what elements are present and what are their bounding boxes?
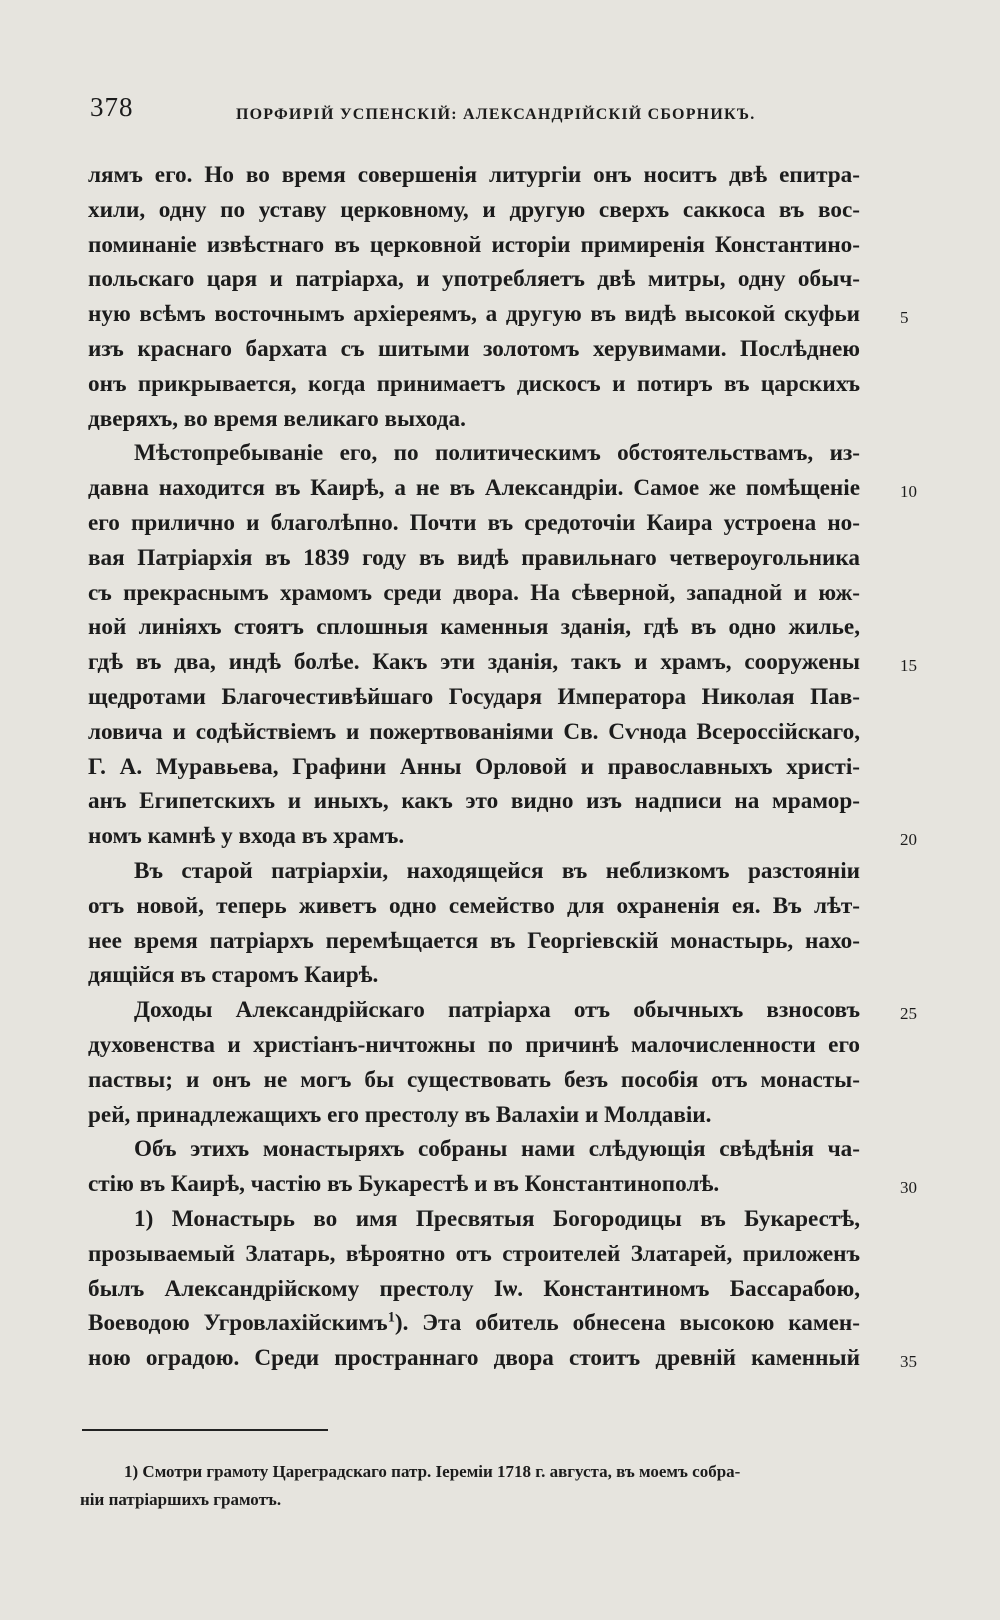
text-line (88, 506, 888, 541)
line-text: лямъ его. Но во время совершенія литургіи онъ носитъ двѣ епитра- (88, 162, 860, 188)
line-text: онъ прикрывается, когда принимаетъ дискосъ и потиръ въ царскихъ (88, 370, 860, 397)
text-line (88, 541, 888, 576)
page-number: 378 (90, 92, 134, 122)
line-text: нее время патріархъ перемѣщается въ Георгіевскій монастырь, нахо- (88, 927, 860, 954)
text-line (88, 1063, 888, 1098)
line-text: былъ Александрійскому престолу Іѡ. Константиномъ Бассарабою, (88, 1275, 860, 1302)
text-line (88, 1237, 888, 1272)
text-line (88, 715, 888, 750)
line-text: духовенства и христіанъ-ничтожны по причинѣ малочисленности его (88, 1031, 860, 1058)
line-text: польскаго царя и патріарха, и употребляетъ двѣ митры, одну обыч- (88, 266, 860, 293)
body-text (88, 158, 917, 1376)
line-text: поминаніе извѣстнаго въ церковной исторіи примиренія Константино- (88, 231, 860, 258)
text-line (88, 924, 888, 959)
line-text: изъ краснаго бархата съ шитыми золотомъ херувимами. Послѣднею (88, 335, 860, 362)
line-text: анъ Египетскихъ и иныхъ, какъ это видно изъ надписи на мрамор- (88, 788, 860, 815)
line-number: 10 (900, 482, 917, 502)
line-text: прозываемый Златарь, вѣроятно отъ строителей Златарей, приложенъ (88, 1240, 860, 1267)
text-line (88, 436, 888, 471)
line-number: 35 (900, 1352, 917, 1372)
text-line (88, 1306, 888, 1341)
text-line (88, 1341, 917, 1376)
line-text: гдѣ въ два, индѣ болѣе. Какъ эти зданія, такъ и храмъ, сооружены (88, 649, 860, 676)
line-text: дящійся въ старомъ Каирѣ. (88, 962, 379, 989)
line-text: Доходы Александрійскаго патріарха отъ обычныхъ взносовъ (134, 997, 860, 1024)
line-text: Мѣстопребываніе его, по политическимъ обстоятельствамъ, из- (134, 440, 860, 467)
line-number: 20 (900, 830, 917, 850)
line-text: рей, принадлежащихъ его престолу въ Валахіи и Молдавіи. (88, 1101, 712, 1128)
text-line (88, 819, 917, 854)
line-number: 15 (900, 656, 917, 676)
line-text: хили, одну по уставу церковному, и другую сверхъ саккоса въ вос- (88, 196, 860, 223)
line-text: 1) Монастырь во имя Пресвятыя Богородицы въ Букарестѣ, (134, 1205, 860, 1232)
line-text: его прилично и благолѣпно. Почти въ средоточіи Каира устроена но- (88, 509, 860, 536)
running-head: ПОРФИРІЙ УСПЕНСКІЙ: АЛЕКСАНДРІЙСКІЙ СБОРНИКЪ. (236, 106, 756, 123)
text-line (88, 367, 888, 402)
line-text: Объ этихъ монастыряхъ собраны нами слѣдующія свѣдѣнія ча- (134, 1136, 860, 1163)
line-text: ловича и содѣйствіемъ и пожертвованіями Св. Сѵнода Всероссійскаго, (88, 718, 860, 745)
text-line (88, 471, 917, 506)
line-number: 25 (900, 1004, 917, 1024)
line-text: отъ новой, теперь живетъ одно семейство для охраненія ея. Въ лѣт- (88, 892, 860, 919)
line-text: паствы; и онъ не могъ бы существовать безъ пособія отъ монасты- (88, 1066, 860, 1093)
text-line (88, 576, 888, 611)
line-text: щедротами Благочестивѣйшаго Государя Императора Николая Пав- (88, 683, 860, 710)
line-number: 5 (900, 308, 909, 328)
text-line (88, 1167, 917, 1202)
text-line (88, 680, 888, 715)
text-line (88, 610, 888, 645)
text-line (88, 297, 909, 332)
text-line (88, 1132, 888, 1167)
line-text-continued: ). Эта обитель обнесена высокою камен- (394, 1310, 860, 1337)
footnote-divider (82, 1429, 328, 1431)
text-line (88, 784, 888, 819)
line-text: Г. А. Муравьева, Графини Анны Орловой и православныхъ христі- (88, 753, 860, 780)
text-line (88, 1202, 888, 1237)
text-line (88, 750, 888, 785)
text-line (88, 262, 888, 297)
line-text: давна находится въ Каирѣ, а не въ Александріи. Самое же помѣщеніе (88, 475, 860, 502)
line-text: дверяхъ, во время великаго выхода. (88, 405, 466, 432)
footnote-line: ніи патріаршихъ грамотъ. (80, 1490, 282, 1509)
text-line (88, 1272, 888, 1307)
line-text: съ прекраснымъ храмомъ среди двора. На сѣверной, западной и юж- (88, 579, 860, 606)
line-text: Въ старой патріархіи, находящейся въ неблизкомъ разстояніи (134, 857, 860, 884)
text-line (88, 193, 888, 228)
text-line (88, 889, 888, 924)
text-line (88, 958, 888, 993)
text-line (88, 332, 888, 367)
footnote-line: 1) Смотри грамоту Цареградскаго патр. Іереміи 1718 г. августа, въ моемъ собра- (124, 1462, 741, 1481)
text-line (88, 1098, 888, 1133)
footnote (80, 1458, 892, 1514)
text-line (88, 993, 917, 1028)
text-line (88, 402, 888, 437)
line-text: ную всѣмъ восточнымъ архіереямъ, а другую въ видѣ высокой скуфьи (88, 301, 860, 328)
line-number: 30 (900, 1178, 917, 1198)
line-text: ною оградою. Среди пространнаго двора стоитъ древній каменный (88, 1345, 860, 1372)
line-text: Воеводою Угровлахійскимъ (88, 1310, 388, 1337)
line-text: стію въ Каирѣ, частію въ Букарестѣ и въ Константинополѣ. (88, 1171, 720, 1198)
text-line (88, 158, 888, 193)
text-line (88, 645, 917, 680)
text-line (88, 228, 888, 263)
line-text: ной линіяхъ стоятъ сплошныя каменныя зданія, гдѣ въ одно жилье, (88, 614, 860, 641)
line-text: номъ камнѣ у входа въ храмъ. (88, 823, 405, 850)
text-line (88, 854, 888, 889)
line-text: вая Патріархія въ 1839 году въ видѣ правильнаго четвероугольника (88, 544, 860, 571)
text-line (88, 1028, 888, 1063)
footnote-marker: 1 (387, 1309, 395, 1326)
